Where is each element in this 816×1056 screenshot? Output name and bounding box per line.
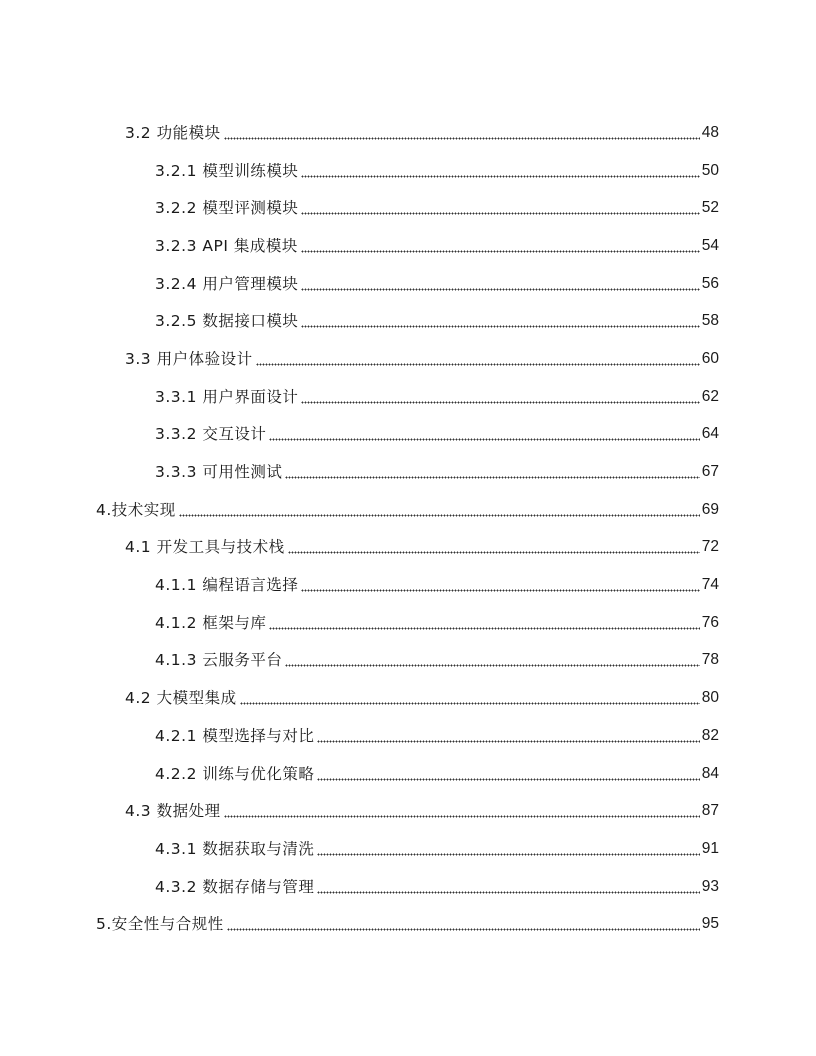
toc-entry-page-number: 58: [701, 312, 719, 330]
toc-entry-title: 3.2.3 API 集成模块: [155, 236, 298, 255]
toc-entry[interactable]: [0, 114, 816, 152]
toc-entry[interactable]: [0, 189, 816, 227]
dot-leader: [301, 198, 699, 218]
toc-entry-page-number: 52: [701, 199, 719, 217]
toc-entry-title: 3.3 用户体验设计: [125, 349, 253, 368]
toc-entry-title: 4.1.3 云服务平台: [155, 651, 283, 670]
toc-entry-page-number: 95: [701, 915, 719, 933]
toc-entry-page-number: 62: [701, 387, 719, 405]
dot-leader: [317, 726, 699, 746]
toc-entry[interactable]: [0, 755, 816, 793]
toc-entry-page-number: 60: [701, 349, 719, 367]
toc-entry-title: 3.3.3 可用性测试: [155, 463, 283, 482]
toc-entry[interactable]: [0, 491, 816, 529]
dot-leader: [179, 500, 700, 520]
toc-entry-title: 4.2.1 模型选择与对比: [155, 726, 315, 745]
toc-entry[interactable]: [0, 642, 816, 680]
toc-entry-page-number: 69: [701, 500, 719, 518]
toc-entry-title: 4.2 大模型集成: [125, 689, 237, 708]
toc-entry-title: 3.2 功能模块: [125, 123, 221, 142]
dot-leader: [224, 123, 700, 143]
dot-leader: [301, 274, 699, 294]
toc-entry[interactable]: [0, 529, 816, 567]
toc-entry[interactable]: [0, 679, 816, 717]
toc-entry-title: 3.2.5 数据接口模块: [155, 312, 299, 331]
toc-entry[interactable]: [0, 416, 816, 454]
dot-leader: [240, 688, 700, 708]
toc-entry-title: 4.3.2 数据存储与管理: [155, 877, 315, 896]
dot-leader: [288, 537, 700, 557]
toc-entry-page-number: 87: [701, 802, 719, 820]
toc-entry[interactable]: [0, 340, 816, 378]
dot-leader: [301, 575, 699, 595]
toc-entry-title: 4.3.1 数据获取与清洗: [155, 839, 315, 858]
toc-entry-title: 3.2.2 模型评测模块: [155, 199, 299, 218]
toc-entry[interactable]: [0, 604, 816, 642]
toc-entry[interactable]: [0, 566, 816, 604]
toc-entry-title: 4.技术实现: [96, 500, 176, 519]
toc-entry-page-number: 74: [701, 576, 719, 594]
toc-entry-page-number: 76: [701, 613, 719, 631]
toc-entry-page-number: 80: [701, 689, 719, 707]
toc-entry-page-number: 93: [701, 877, 719, 895]
toc-entry-title: 4.1.1 编程语言选择: [155, 576, 299, 595]
toc-entry-title: 4.1 开发工具与技术栈: [125, 538, 285, 557]
toc-entry[interactable]: [0, 265, 816, 303]
toc-entry[interactable]: [0, 227, 816, 265]
toc-entry[interactable]: [0, 717, 816, 755]
dot-leader: [317, 877, 699, 897]
dot-leader: [317, 839, 699, 859]
toc-entry-title: 4.3 数据处理: [125, 802, 221, 821]
toc-entry-title: 5.安全性与合规性: [96, 915, 224, 934]
dot-leader: [256, 349, 700, 369]
toc-entry-title: 4.1.2 框架与库: [155, 613, 267, 632]
toc-entry-page-number: 78: [701, 651, 719, 669]
dot-leader: [301, 387, 699, 407]
toc-entry-page-number: 54: [701, 236, 719, 254]
dot-leader: [317, 764, 699, 784]
dot-leader: [285, 462, 699, 482]
toc-entry-page-number: 72: [701, 538, 719, 556]
toc-entry-page-number: 56: [701, 274, 719, 292]
toc-entry-title: 3.3.2 交互设计: [155, 425, 267, 444]
toc-entry[interactable]: [0, 868, 816, 906]
dot-leader: [269, 424, 699, 444]
table-of-contents: [0, 114, 816, 943]
toc-entry-title: 4.2.2 训练与优化策略: [155, 764, 315, 783]
dot-leader: [269, 613, 699, 633]
dot-leader: [301, 161, 699, 181]
toc-entry-page-number: 91: [701, 839, 719, 857]
toc-entry-page-number: 82: [701, 726, 719, 744]
toc-entry-page-number: 67: [701, 463, 719, 481]
toc-entry[interactable]: [0, 905, 816, 943]
toc-entry[interactable]: [0, 453, 816, 491]
dot-leader: [227, 914, 700, 934]
toc-entry-page-number: 64: [701, 425, 719, 443]
toc-entry[interactable]: [0, 152, 816, 190]
toc-entry[interactable]: [0, 792, 816, 830]
toc-entry-title: 3.2.1 模型训练模块: [155, 161, 299, 180]
toc-entry[interactable]: [0, 302, 816, 340]
toc-entry-title: 3.3.1 用户界面设计: [155, 387, 299, 406]
dot-leader: [301, 236, 700, 256]
dot-leader: [285, 650, 699, 670]
toc-entry[interactable]: [0, 830, 816, 868]
toc-entry-title: 3.2.4 用户管理模块: [155, 274, 299, 293]
dot-leader: [301, 311, 699, 331]
toc-entry-page-number: 50: [701, 161, 719, 179]
toc-entry-page-number: 48: [701, 123, 719, 141]
dot-leader: [224, 801, 700, 821]
toc-entry[interactable]: [0, 378, 816, 416]
toc-entry-page-number: 84: [701, 764, 719, 782]
